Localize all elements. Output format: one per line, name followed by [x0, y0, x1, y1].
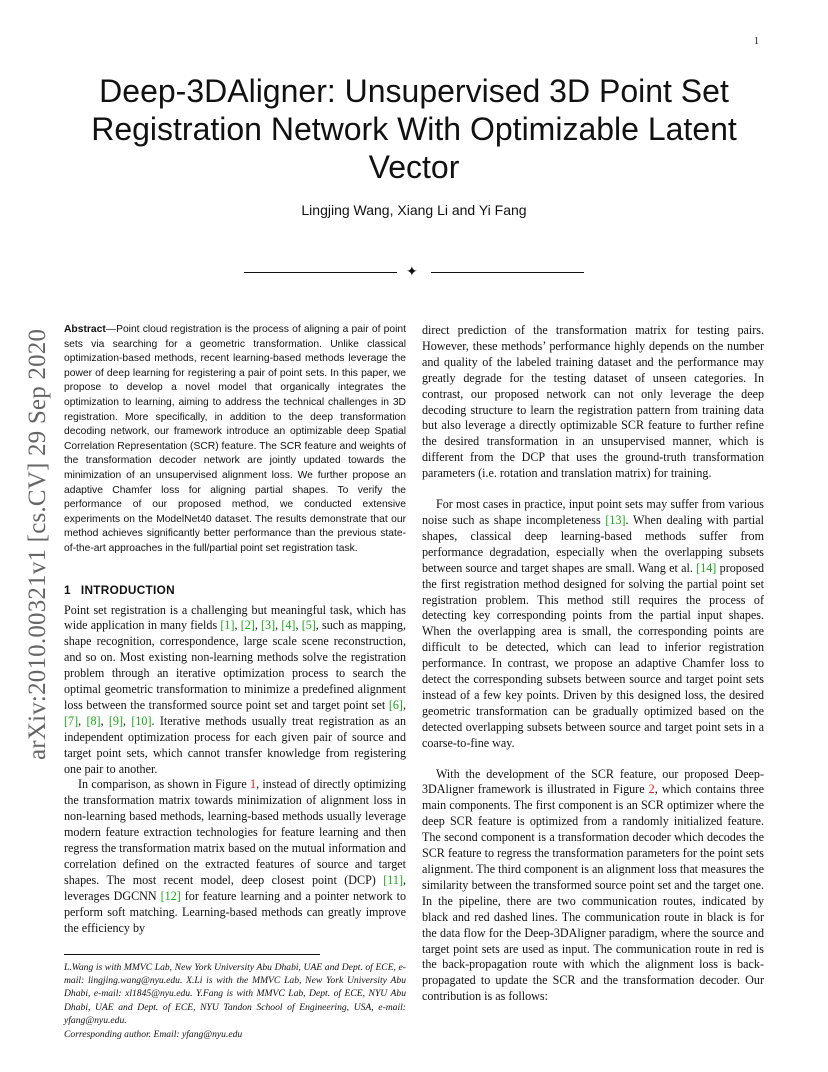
text-span: proposed the first registration method designed for solving the partial point set registration problem. This method still requires the process of detecting key corresponding points from the partial input shapes. When the overlapping area is small, the corresponding points are difficult to be detected, which can lead to inferior registration performance. In contrast, we propose an adaptive Chamfer loss to detect the corresponding subsets between source and target point sets instead of a few key points. Driven by this designed loss, the desired geometric transformation can be gradually optimized based on the detected overlapping subsets between source and target point sets in a coarse-to-fine way. — [422, 560, 764, 750]
citation-link[interactable]: [8] — [86, 713, 101, 728]
text-span: , which contains three main components. The first component is an SCR optimizer where the deep SCR feature is optimized from a randomly initialized feature. The second component is a transformation decoder which decodes the SCR feature to regress the transformation parameters for the point sets alignment. The third component is an alignment loss that measures the similarity between the transformed source point set and the target one. In the pipeline, there are two communication routes, indicated by black and red dashed lines. The communication route in black is for the data flow for the Deep-3DAligner paradigm, where the source and target point sets are used as input. The communication route in red is the back-propagation route with which the alignment loss is back-propagated to update the SCR and the transformation decoder. Our contribution is as follows: — [422, 782, 765, 1004]
text-span: , instead of directly optimizing the transformation matrix towards minimization of alignment loss in non-learning based methods, learning-based methods usually leverage modern feature extraction technologies for feature learning and then regress the transformation matrix based on the mutual information and correlation defined on the extracted features of source and target shapes. The most recent model, deep closest point (DCP) — [64, 777, 406, 887]
section-title: INTRODUCTION — [80, 582, 175, 597]
author-affiliation-footnote: L.Wang is with MMVC Lab, New York University Abu Dhabi, UAE and Dept. of ECE, e-mail: lingjing.wang@nyu.edu. X.Li is with the MMVC Lab, New York University Abu Dhabi, e-mail: xl1845@nyu.edu. Y.Fang is with MMVC Lab, Dept. of ECE, NYU Abu Dhabi, UAE and Dept. of ECE, NYU Tandon School of Engineering, USA, e-mail: yfang@nyu.edu. — [64, 961, 406, 1027]
right-column — [422, 323, 764, 1005]
text-span: Point set registration is a challenging but meaningful task, which has wide application in many fields — [64, 602, 406, 633]
citation-link[interactable]: [7] — [64, 713, 79, 728]
citation-link[interactable]: [6] — [388, 697, 403, 712]
section-heading-introduction — [64, 583, 406, 597]
right-paragraph-1: direct prediction of the transformation matrix for testing pairs. However, these methods’ performance highly depends on the number and quality of the labeled training dataset and the performance may greatly degrade for the testing dataset of unseen categories. In contrast, our proposed network can not only leverage the deep decoding structure to learn the registration pattern from training data but also leverage a directly optimizable SCR feature to further refine the desired transformation in an unsupervised manner, which is different from the DCP that uses the ground-truth transformation parameters (i.e. rotation and translation matrix) for training. — [422, 323, 764, 481]
left-column — [64, 323, 406, 1041]
divider-star-icon: ✦ — [406, 264, 418, 280]
divider-line-right — [431, 272, 584, 273]
intro-paragraph-1: Point set registration is a challenging but meaningful task, which has wide application in many fields [1], [2], [3], [4], [5], such as mapping, shape recognition, correspondence, large scale scene reconstruction, and so on. Most existing non-learning methods solve the registration problem through an iterative optimization process to search the optimal geometric transformation to minimize a predefined alignment loss between the transformed source point set and target point set [6], [7], [8], [9], [10]. Iterative methods usually treat registration as an independent optimization process for each given pair of source and target point sets, which cannot transfer knowledge from registering one pair to another. — [64, 602, 406, 776]
citation-link[interactable]: [9] — [108, 713, 124, 728]
divider-line-left — [244, 272, 397, 273]
citation-link[interactable]: [14] — [696, 560, 717, 575]
text-span: In comparison, as shown in Figure — [78, 777, 251, 792]
right-paragraph-2 — [422, 497, 764, 752]
intro-paragraph-2 — [64, 777, 406, 936]
citation-link[interactable]: [13] — [605, 512, 626, 527]
figure-reference-link[interactable]: 1 — [250, 777, 257, 792]
text-span: , leverages DGCNN — [64, 872, 406, 903]
citation-link[interactable]: [3] — [261, 618, 276, 633]
text-span: , such as mapping, shape recognition, correspondence, large scale scene reconstruction, and so on. Most existing non-learning methods solve the registration problem through an iterative optimization process to search the optimal geometric transformation to minimize a predefined alignment loss between the transformed source point set and target point set — [64, 618, 406, 712]
text-span: for feature learning and a pointer network to perform soft matching. Learning-based methods can greatly improve the efficiency by — [64, 888, 406, 935]
text-span: For most cases in practice, input point sets may suffer from various noise such as shape incompleteness — [422, 497, 764, 527]
citation-link[interactable]: [12] — [160, 888, 181, 903]
right-paragraph-3 — [422, 767, 764, 1006]
authors: Lingjing Wang, Xiang Li and Yi Fang — [301, 202, 527, 218]
paper-title: Deep-3DAligner: Unsupervised 3D Point Set Registration Network With Optimizable Latent Vector — [91, 73, 737, 185]
abstract-text: —Point cloud registration is the process of aligning a pair of point sets via searching for a geometric transformation. Unlike classical optimization-based methods, recent learning-based methods leverage the power of deep learning for registering a pair of point sets. In this paper, we propose to develop a novel model that organically integrates the optimization to learning, aiming to address the technical challenges in 3D registration. More specifically, in addition to the deep transformation decoding network, our framework introduce an optimizable deep Spatial Correlation Representation (SCR) feature. The SCR feature and weights of the transformation decoder network are jointly updated towards the minimization of an unsupervised alignment loss. We further propose an adaptive Chamfer loss for aligning partial shapes. To verify the performance of our proposed method, we conducted extensive experiments on the ModelNet40 dataset. The results demonstrate that our method achieves significantly better performance than the previous state-of-the-art approaches in the full/partial point set registration task. — [64, 324, 406, 554]
abstract-label: Abstract — [64, 324, 106, 335]
section-number: 1 — [64, 582, 71, 597]
abstract — [64, 323, 406, 557]
text-span: . When dealing with partial shapes, classical deep learning-based methods suffer from performance degradation, especially when the overlapping subsets between source and target shapes are small. Wang et al. — [422, 512, 765, 575]
citation-link[interactable]: [4] — [281, 618, 296, 633]
figure-reference-link[interactable]: 2 — [648, 782, 655, 797]
title-divider — [244, 264, 584, 280]
citation-link[interactable]: [2] — [240, 618, 255, 633]
citation-link[interactable]: [11] — [383, 872, 403, 887]
citation-link[interactable]: [1] — [220, 618, 235, 633]
corresponding-author-footnote: Corresponding author. Email: yfang@nyu.edu — [64, 1028, 243, 1040]
page-number: 1 — [754, 36, 759, 47]
text-span: With the development of the SCR feature, our proposed Deep-3DAligner framework is illustrated in Figure — [422, 766, 764, 797]
text-span: . Iterative methods usually treat registration as an independent optimization process for each given pair of source and target point sets, which cannot transfer knowledge from registering one pair to another. — [64, 713, 406, 776]
citation-link[interactable]: [5] — [301, 618, 316, 633]
footnote-rule — [64, 954, 320, 955]
arxiv-identifier-stamp: arXiv:2010.00321v1 [cs.CV] 29 Sep 2020 — [24, 328, 51, 760]
citation-link[interactable]: [10] — [131, 713, 152, 728]
